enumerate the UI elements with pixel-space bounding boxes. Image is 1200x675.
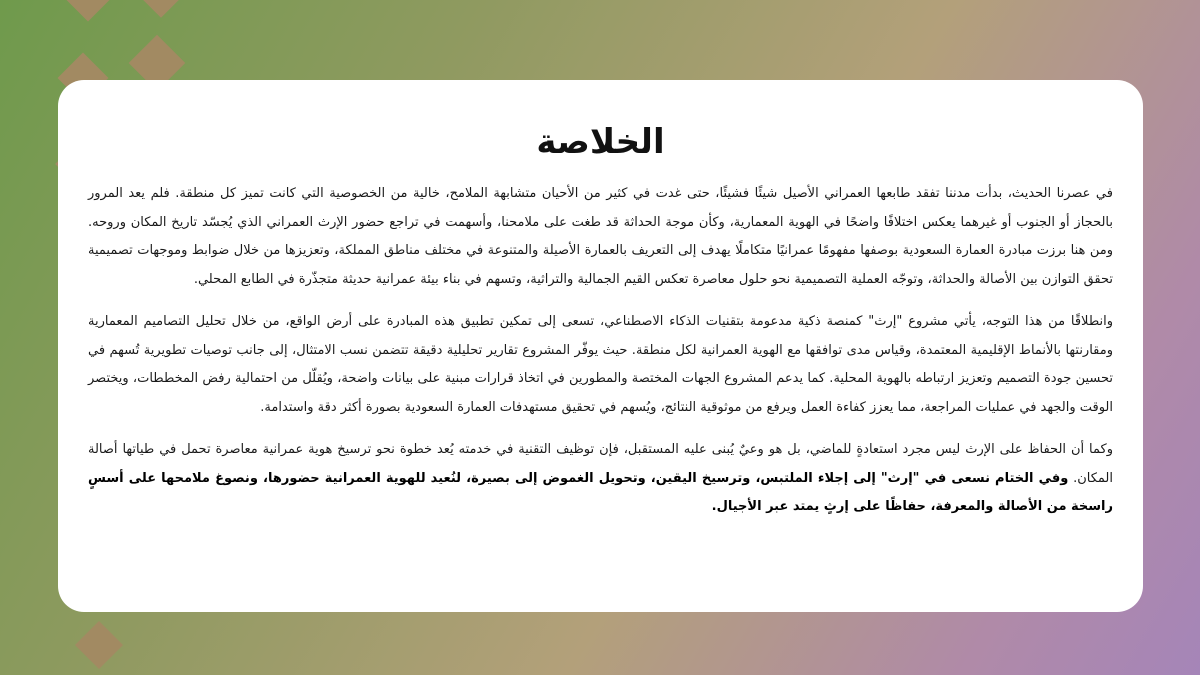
paragraph-conclusion-bold: وفي الختام نسعى في "إرث" إلى إجلاء الملتبس، وترسيخ اليقين، وتحويل الغموض إلى بصيرة، لنُعيد للهوية العمرانية حضورها، ونصوغ ملامحها على أسسٍ راسخة من الأصالة والمعرفة، حفاظًا على إرثٍ يمتد عبر الأجيال.	[88, 470, 1113, 514]
ornament-diamond	[63, 0, 114, 21]
paragraph-conclusion	[88, 436, 1113, 522]
paragraph-project: وانطلاقًا من هذا التوجه، يأتي مشروع "إرث" كمنصة ذكية مدعومة بتقنيات الذكاء الاصطناعي، تسعى إلى تمكين تطبيق هذه المبادرة على أرض الواقع، من خلال تحليل التصاميم المعمارية ومقارنتها بالأنماط الإقليمية المعتمدة، وقياس مدى توافقها مع الهوية العمرانية لكل منطقة. حيث يوفّر المشروع تقارير تحليلية دقيقة تتضمن نسب الامتثال، إلى جانب توصيات تطويرية تُسهم في تحسين جودة التصميم وتعزيز ارتباطه بالهوية المحلية. كما يدعم المشروع الجهات المختصة والمطورين في اتخاذ قرارات مبنية على بيانات واضحة، ويُقلّل من احتمالية رفض المخططات، ويختصر الوقت والجهد في عمليات المراجعة، مما يعزز كفاءة العمل ويرفع من موثوقية النتائج، ويُسهم في تحقيق مستهدفات العمارة السعودية بصورة أكثر دقة واستدامة.	[88, 314, 1113, 415]
content-card	[58, 80, 1143, 612]
paragraph-intro: في عصرنا الحديث، بدأت مدننا تفقد طابعها العمراني الأصيل شيئًا فشيئًا، حتى غدت في كثير من الأحيان متشابهة الملامح، خالية من الخصوصية التي كانت تميز كل منطقة. فلم يعد المرور بالحجاز أو الجنوب أو غيرهما يعكس اختلافًا واضحًا في الهوية المعمارية، وكأن موجة الحداثة قد طغت على ملامحنا، وأسهمت في تراجع حضور الإرث العمراني الذي يُجسّد تاريخ المكان وروحه. ومن هنا برزت مبادرة العمارة السعودية بوصفها مفهومًا عمرانيًا متكاملًا يهدف إلى التعريف بالعمارة الأصيلة والمتنوعة في مختلف مناطق المملكة، وتعزيزها من خلال ضوابط وموجهات تصميمية تحقق التوازن بين الأصالة والحداثة، وتوجّه العملية التصميمية نحو حلول معاصرة تعكس القيم الجمالية والتراثية، وتسهم في بناء بيئة عمرانية حديثة متجذّرة في الطابع المحلي.	[88, 186, 1113, 287]
ornament-diamond	[75, 621, 123, 669]
page-title: الخلاصة	[536, 122, 665, 162]
paragraph-conclusion-text: وكما أن الحفاظ على الإرث ليس مجرد استعادةٍ للماضي، بل هو وعيٌ يُبنى عليه المستقبل، فإن توظيف التقنية في خدمته يُعد خطوة نحو ترسيخ هوية عمرانية معاصرة تحمل في طياتها أصالة المكان.	[88, 442, 1113, 486]
ornament-diamond	[141, 0, 181, 18]
summary-body	[88, 180, 1113, 536]
